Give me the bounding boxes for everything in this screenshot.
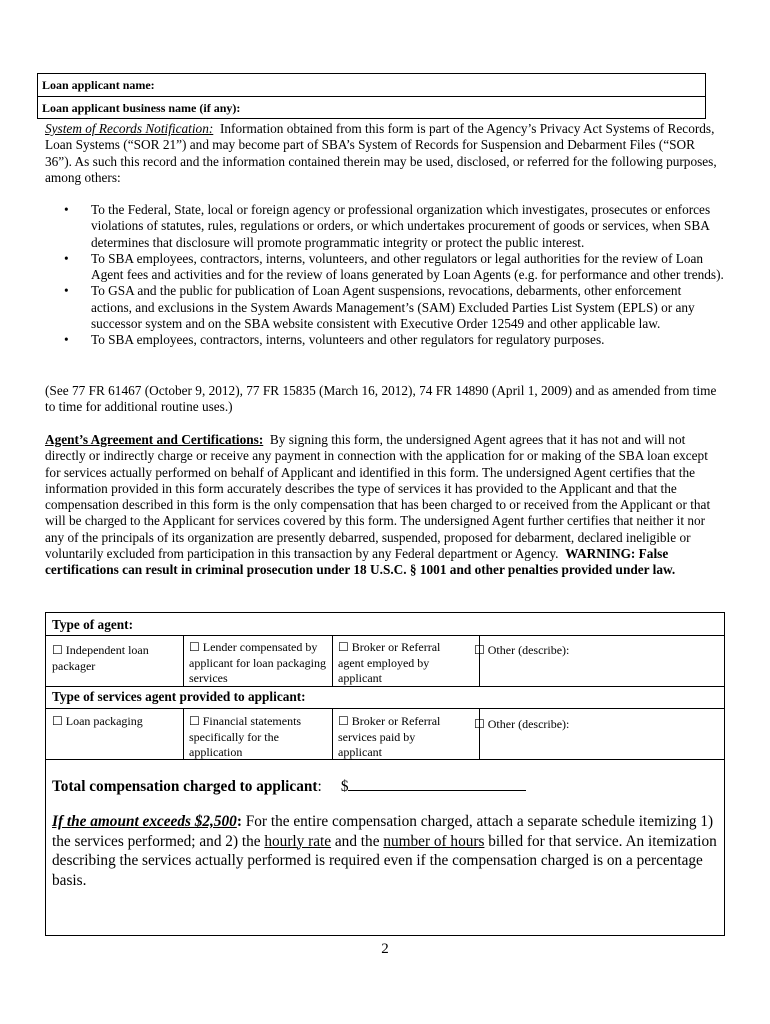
- warning-text: WARNING: False certifications can result in criminal prosecution under 18 U.S.C. § 1001 and other penalties provided under law.: [45, 546, 676, 578]
- agent-type-heading: Type of agent:: [52, 617, 134, 632]
- itemization-paragraph: If the amount exceeds $2,500: For the entire compensation charged, attach a separate schedule itemizing 1) the services performed; and 2) the hourly rate and the number of hours billed for that service. An itemization describing the services actually performed is required even if the compensation charged is on a percentage basis.: [52, 813, 717, 889]
- agreement-paragraph: [45, 432, 720, 579]
- list-item: • To GSA and the public for publication of Loan Agent suspensions, revocations, debarments, other enforcement actions, and exclusions in the System Awards Management’s (SAM) Excluded Parties List System (EPLS) or any successor system and on the SBA website consistent with Executive Order 12549 and other applicable law.: [64, 283, 695, 332]
- service-financial-statements-checkbox[interactable]: ☐ Financial statements specifically for the application: [189, 714, 302, 759]
- agreement-body: By signing this form, the undersigned Agent agrees that it has not and will not directly or indirectly charge or receive any payment in connection with the application for or making of the SBA loan except for services actually performed on behalf of Applicant and identified in this form. The undersigned Agent certifies that the information provided in this form accurately describes the type of services it has provided to the Applicant and that the compensation described in this form is the only compensation that has been charged to or received from the Applicant or that will be charged to the Applicant for services covered by this form. The undersigned Agent further certifies that neither it nor any of the principals of its organization are presently debarred, suspended, proposed for debarment, declared ineligible or voluntarily excluded from participation in this transaction by any Federal department or Agency.: [45, 432, 711, 562]
- list-item: • To SBA employees, contractors, interns, volunteers, and other regulators or legal authorities for the review of Loan Agent fees and activities and for the review of loans generated by Loan Agents (e.g. for performance and other trends).: [64, 250, 724, 283]
- agreement-heading: Agent’s Agreement and Certifications:: [45, 432, 264, 447]
- total-compensation-label: Total compensation charged to applicant: [52, 778, 318, 795]
- agent-type-broker-checkbox[interactable]: ☐ Broker or Referral agent employed by applicant: [338, 640, 441, 685]
- agent-type-other-checkbox[interactable]: ☐ Other (describe):: [474, 643, 570, 657]
- service-loan-packaging-checkbox[interactable]: ☐ Loan packaging: [52, 714, 143, 728]
- total-compensation-field[interactable]: [348, 776, 526, 791]
- services-heading: Type of services agent provided to applicant:: [52, 689, 306, 704]
- hourly-rate-term: hourly rate: [264, 832, 332, 850]
- agent-type-lender-checkbox[interactable]: ☐ Lender compensated by applicant for loan packaging services: [189, 640, 326, 685]
- routine-uses-list: [64, 202, 724, 349]
- sorn-body: Information obtained from this form is part of the Agency’s Privacy Act Systems of Records, Loan Systems (“SOR 21”) and may become part of SBA’s System of Records for Suspension and Debarment Files (“SOR 36”). As such this record and the information contained therein may be used, disclosed, or referred for the following purposes, among others:: [45, 121, 717, 185]
- list-item: • To the Federal, State, local or foreign agency or professional organization which investigates, prosecutes or enforces violations of statutes, rules, regulations or orders, or which undertakes procurement of goods or services, when SBA determines that disclosure will promote programmatic integrity or protect the public interest.: [64, 202, 711, 250]
- page-number: 2: [381, 941, 389, 957]
- list-item: • To SBA employees, contractors, interns, volunteers and other regulators for regulatory purposes.: [64, 332, 605, 348]
- citation-paragraph: (See 77 FR 61467 (October 9, 2012), 77 FR 15835 (March 16, 2012), 74 FR 14890 (April 1, 2009) and as amended from time to time for additional routine uses.): [45, 383, 717, 415]
- agent-type-independent-checkbox[interactable]: ☐ Independent loan packager: [52, 643, 149, 673]
- bullet-icon: •: [64, 250, 69, 266]
- currency-symbol: $: [340, 778, 349, 795]
- applicant-business-name-field[interactable]: Loan applicant business name (if any):: [38, 96, 705, 118]
- service-broker-checkbox[interactable]: ☐ Broker or Referral services paid by applicant: [338, 714, 441, 759]
- bullet-icon: •: [64, 332, 69, 348]
- sorn-paragraph: [45, 121, 720, 186]
- bullet-icon: •: [64, 202, 69, 217]
- itemization-lead: If the amount exceeds $2,500: [52, 813, 237, 830]
- bullet-icon: •: [64, 283, 69, 299]
- applicant-name-field[interactable]: Loan applicant name:: [42, 78, 155, 92]
- sorn-heading: System of Records Notification:: [45, 121, 214, 136]
- total-compensation-row: Total compensation charged to applicant: $: [52, 776, 526, 796]
- applicant-info-box: [37, 73, 706, 119]
- service-other-checkbox[interactable]: ☐ Other (describe):: [474, 717, 570, 731]
- number-of-hours-term: number of hours: [383, 832, 485, 850]
